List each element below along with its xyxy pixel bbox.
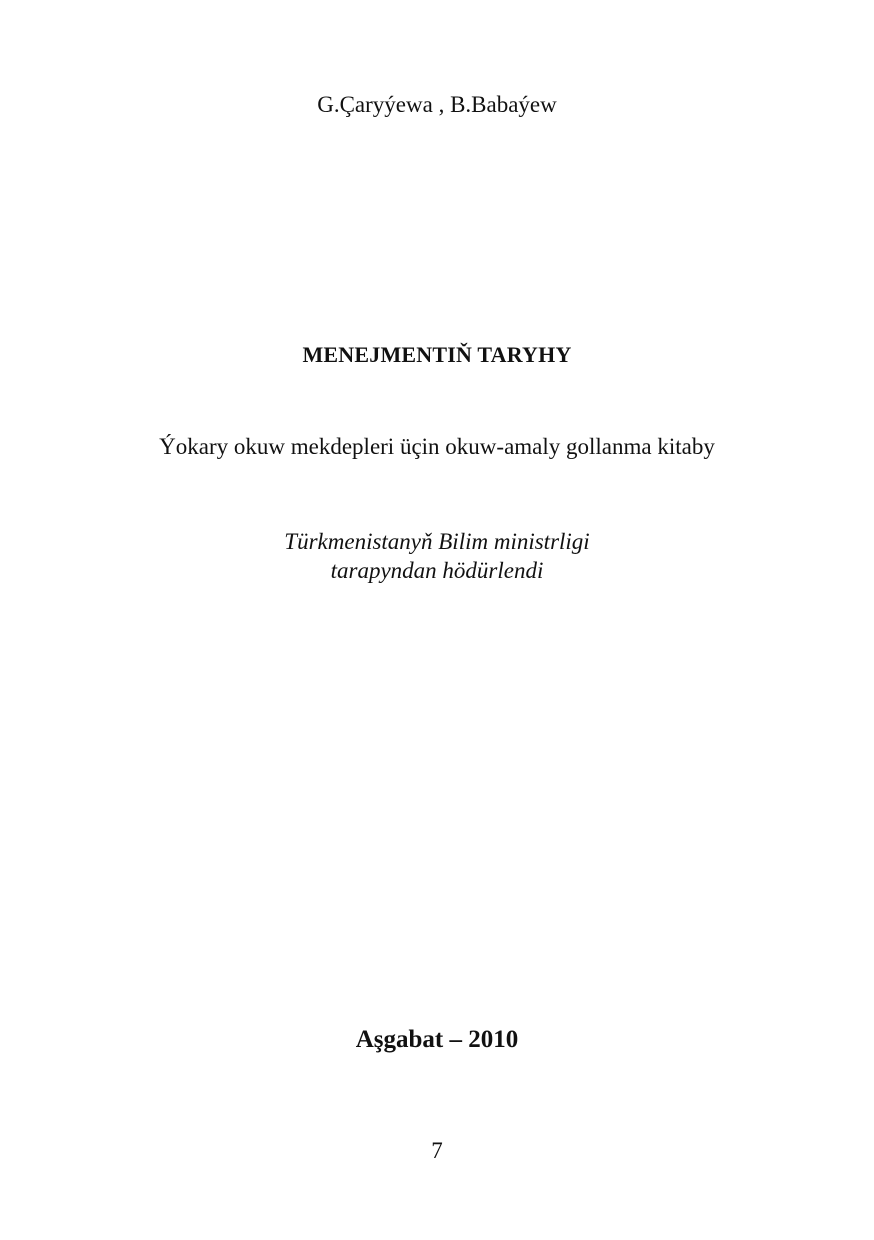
page-number: 7 — [431, 1138, 443, 1163]
approval-line-2: tarapyndan hödürlendi — [330, 558, 544, 583]
authors: G.Çaryýewa , B.Babaýew — [317, 92, 557, 117]
book-subtitle: Ýokary okuw mekdepleri üçin okuw-amaly gollanma kitaby — [159, 434, 715, 459]
publication-place-year: Aşgabat – 2010 — [355, 1026, 519, 1053]
book-title: MENEJMENTIŇ TARYHY — [302, 342, 572, 367]
approval-note — [0, 527, 874, 585]
approval-line-1: Türkmenistanyň Bilim ministrligi — [284, 529, 590, 554]
